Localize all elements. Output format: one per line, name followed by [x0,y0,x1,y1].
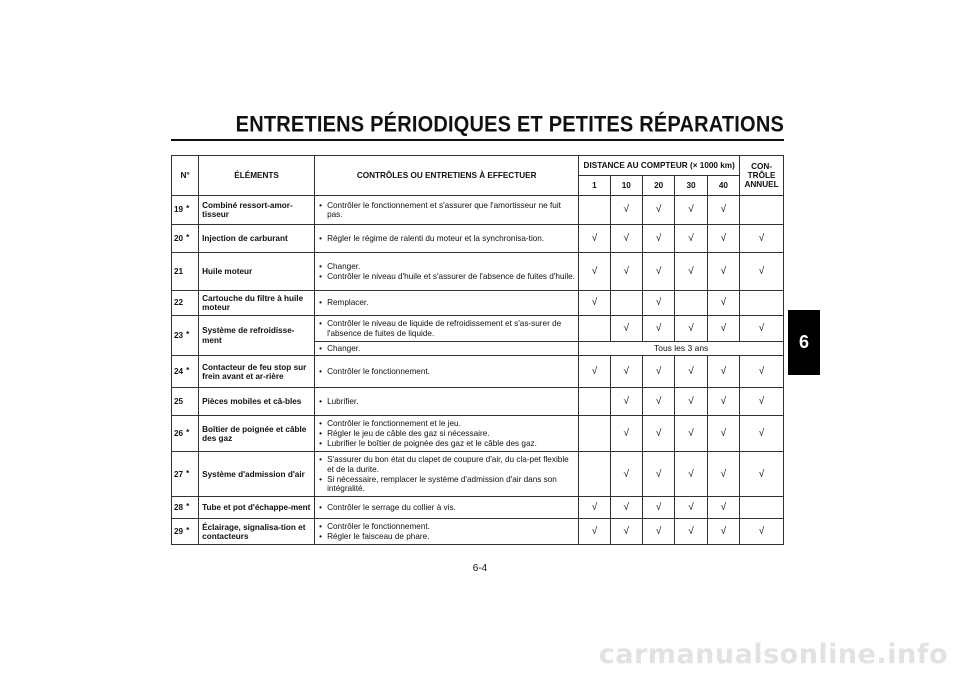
interval-mark [579,452,610,497]
checks-cell [315,196,579,225]
check-item: • Contrôler le fonctionnement. [319,367,575,376]
interval-mark: √ [642,416,674,452]
interval-mark: √ [610,253,642,291]
check-item: • Contrôler le fonctionnement et s'assurer que l'amortisseur ne fuit pas. [319,201,575,219]
check-item: • S'assurer du bon état du clapet de coupure d'air, du cla-pet flexible et de la durite. [319,455,575,473]
header-distance-col: 20 [642,176,674,196]
annual-mark: √ [740,452,784,497]
checks-cell [315,519,579,545]
check-item: • Régler le faisceau de phare. [319,532,575,541]
annual-mark [740,497,784,519]
interval-mark: √ [579,253,610,291]
maintenance-table [171,155,784,545]
interval-mark: √ [675,388,707,416]
interval-mark: √ [642,519,674,545]
interval-mark: √ [610,225,642,253]
element-name: Tube et pot d'échappe-ment [199,497,315,519]
page-title: ENTRETIENS PÉRIODIQUES ET PETITES RÉPARATIONS [235,112,784,138]
interval-mark: √ [579,497,610,519]
row-number-text: 19 [174,205,184,215]
check-item: • Changer. [319,344,575,353]
check-item: • Si nécessaire, remplacer le système d'admission d'air dans son intégralité. [319,475,575,493]
interval-mark [579,416,610,452]
row-number-text: 28 [174,503,184,513]
interval-mark: √ [610,452,642,497]
interval-mark: √ [610,497,642,519]
interval-mark: √ [675,452,707,497]
row-number [172,291,199,316]
dealer-service-star: * [186,330,190,339]
interval-mark: √ [642,388,674,416]
annual-mark: √ [740,253,784,291]
interval-mark: √ [642,497,674,519]
interval-mark: √ [675,416,707,452]
header-distance: DISTANCE AU COMPTEUR (× 1000 km) [579,156,740,176]
element-name: Injection de carburant [199,225,315,253]
table-row [172,356,784,388]
table-row [172,452,784,497]
dealer-service-star: * [186,428,190,438]
element-name: Système d'admission d'air [199,452,315,497]
interval-mark: √ [675,519,707,545]
interval-mark: √ [610,416,642,452]
row-number [172,416,199,452]
row-number-text: 27 [174,469,184,479]
element-name: Boîtier de poignée et câble des gaz [199,416,315,452]
interval-mark [579,388,610,416]
annual-mark: √ [740,519,784,545]
table-row [172,388,784,416]
interval-mark: √ [675,356,707,388]
checks-cell [315,452,579,497]
interval-mark: √ [579,356,610,388]
row-number-text: 26 [174,429,184,439]
checks-cell [315,388,579,416]
interval-mark: √ [610,316,642,342]
checks-cell [315,225,579,253]
interval-mark: √ [610,196,642,225]
checks-cell [315,416,579,452]
interval-mark: √ [707,497,739,519]
header-annual: CON-TRÔLE ANNUEL [740,156,784,196]
annual-mark: √ [740,388,784,416]
interval-mark: √ [675,497,707,519]
page-number: 6-4 [472,563,488,574]
annual-mark: √ [740,356,784,388]
checks-cell [315,253,579,291]
interval-mark: √ [642,316,674,342]
row-number-text: 22 [174,298,184,308]
annual-mark [740,196,784,225]
interval-mark: √ [707,519,739,545]
element-name: Contacteur de feu stop sur frein avant et ar-rière [199,356,315,388]
header-distance-col: 30 [675,176,707,196]
element-name: Éclairage, signalisa-tion et contacteurs [199,519,315,545]
checks-cell [315,316,579,342]
interval-mark: √ [675,316,707,342]
interval-mark: √ [642,196,674,225]
table-row [172,316,784,342]
row-number [172,196,199,225]
check-item: • Contrôler le fonctionnement et le jeu. [319,419,575,428]
interval-mark: √ [642,452,674,497]
interval-note: Tous les 3 ans [579,342,784,356]
annual-mark: √ [740,416,784,452]
interval-mark: √ [579,291,610,316]
table-row [172,497,784,519]
dealer-service-star: * [186,526,190,536]
row-number-text: 29 [174,527,184,537]
interval-mark: √ [610,519,642,545]
check-item: • Changer. [319,262,575,271]
check-item: • Contrôler le fonctionnement. [319,522,575,531]
check-item: • Lubrifier. [319,397,575,406]
element-name: Pièces mobiles et câ-bles [199,388,315,416]
table-row [172,416,784,452]
row-number-text: 25 [174,397,184,407]
dealer-service-star: * [186,502,190,512]
interval-mark [675,291,707,316]
interval-mark [579,316,610,342]
interval-mark: √ [707,253,739,291]
interval-mark: √ [707,225,739,253]
interval-mark: √ [707,388,739,416]
annual-mark: √ [740,316,784,342]
section-tab[interactable]: 6 [788,310,820,375]
dealer-service-star: * [186,468,190,478]
table-row [172,225,784,253]
row-number [172,253,199,291]
interval-mark: √ [642,253,674,291]
element-name: Système de refroidisse-ment [199,316,315,356]
interval-mark: √ [707,452,739,497]
check-item: • Régler le jeu de câble des gaz si nécessaire. [319,429,575,438]
table-row [172,291,784,316]
checks-cell [315,356,579,388]
row-number-text: 23 [174,331,184,340]
interval-mark: √ [642,225,674,253]
interval-mark [579,196,610,225]
row-number [172,356,199,388]
check-item: • Contrôler le serrage du collier à vis. [319,503,575,512]
check-item: • Lubrifier le boîtier de poignée des gaz et le câble des gaz. [319,439,575,448]
check-item: • Régler le régime de ralenti du moteur et la synchronisa-tion. [319,234,575,243]
dealer-service-star: * [186,232,190,242]
table-row [172,196,784,225]
header-elements: ÉLÉMENTS [199,156,315,196]
watermark: carmanualsonline.info [598,639,948,670]
row-number [172,316,199,356]
table-row [172,253,784,291]
interval-mark: √ [707,316,739,342]
row-number-text: 24 [174,367,184,377]
interval-mark: √ [675,253,707,291]
interval-mark: √ [579,225,610,253]
interval-mark [610,291,642,316]
header-distance-col: 10 [610,176,642,196]
element-name: Cartouche du filtre à huile moteur [199,291,315,316]
row-number [172,497,199,519]
checks-cell [315,497,579,519]
title-rule [171,139,784,141]
header-distance-col: 40 [707,176,739,196]
table-header [172,156,784,196]
interval-mark: √ [642,356,674,388]
check-item: • Contrôler le niveau d'huile et s'assurer de l'absence de fuites d'huile. [319,272,575,281]
check-item: • Remplacer. [319,298,575,307]
checks-cell [315,342,579,356]
table-body [172,196,784,545]
row-number [172,452,199,497]
interval-mark: √ [579,519,610,545]
row-number [172,519,199,545]
row-number [172,388,199,416]
header-distance-col: 1 [579,176,610,196]
checks-cell [315,291,579,316]
interval-mark: √ [610,356,642,388]
dealer-service-star: * [186,366,190,376]
row-number-text: 20 [174,233,184,243]
interval-mark: √ [707,196,739,225]
interval-mark: √ [707,356,739,388]
interval-mark: √ [675,196,707,225]
row-number-text: 21 [174,266,184,276]
table-row [172,519,784,545]
dealer-service-star: * [186,204,190,214]
interval-mark: √ [707,416,739,452]
header-checks: CONTRÔLES OU ENTRETIENS À EFFECTUER [315,156,579,196]
interval-mark: √ [675,225,707,253]
annual-mark: √ [740,225,784,253]
element-name: Combiné ressort-amor-tisseur [199,196,315,225]
annual-mark [740,291,784,316]
header-no: N° [172,156,199,196]
interval-mark: √ [642,291,674,316]
row-number [172,225,199,253]
interval-mark: √ [707,291,739,316]
element-name: Huile moteur [199,253,315,291]
interval-mark: √ [610,388,642,416]
check-item: • Contrôler le niveau de liquide de refroidissement et s'as-surer de l'absence de fuites de liquide. [319,319,575,337]
